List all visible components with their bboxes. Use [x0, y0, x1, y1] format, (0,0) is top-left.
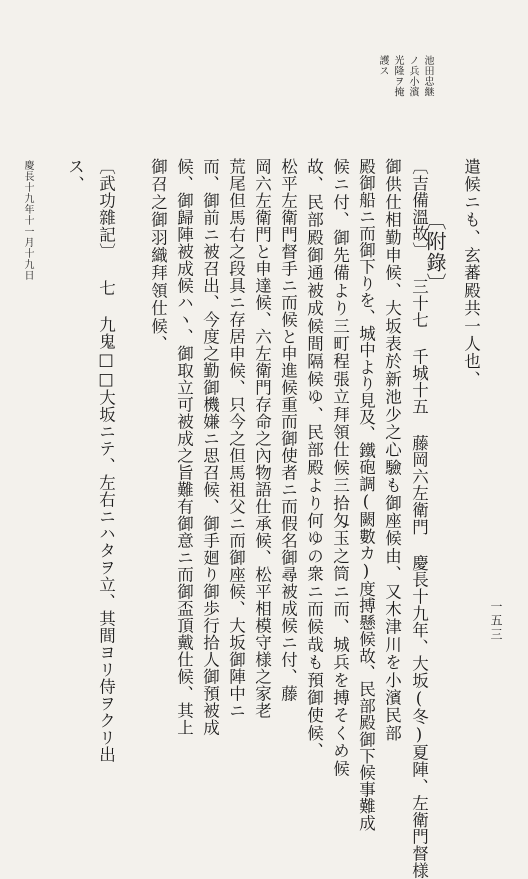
- side-note-line-3: 光隆ヲ掩: [392, 55, 403, 97]
- footer-date: 慶長十九年十一月十九日: [22, 160, 33, 281]
- text-line-7: 故、民部殿御通被成候間隔候ゆ、民部殿より何ゆの衆ニ而候哉も預御使候、: [304, 158, 324, 760]
- side-note-line-1: 池田忠継: [422, 55, 433, 97]
- text-line-8: 松平左衛門督手ニ而候と申進候重而御使者ニ而假名御尋被成候ニ付、藤: [278, 158, 298, 702]
- text-line-12: 候、御歸陣被成候ハヽ、御取立可被成之旨難有御意ニ而御盃頂戴仕候、其上: [174, 158, 194, 736]
- text-line-6: 候ニ付、御先備より三町程張立拜領仕候三拾匁玉之筒ニ而、城兵を搏そくめ候: [330, 158, 350, 778]
- text-line-4: 御供仕相勤申候、大坂表於新池少之心驗も御座候由、又木津川を小濱民部: [382, 158, 402, 743]
- text-line-10: 荒尾但馬右之段具ニ存居申候、只今之但馬祖父ニ而御座候、大坂御陣中ニ: [226, 158, 246, 719]
- text-line-5: 殿御船ニ而御下りを、城中より見及、鐵砲調(闕數カ)度搏懸候故、民部殿御下候事難成: [356, 158, 376, 831]
- text-line-15: ス、: [65, 158, 85, 194]
- text-line-13: 御召之御羽織拜領仕候、: [148, 158, 168, 353]
- appendix-heading: 〔附錄〕: [423, 210, 447, 294]
- side-note-line-2: ノ兵小濱: [407, 55, 418, 97]
- text-line-9: 岡六左衛門と申達候、六左衛門存命之內物語仕承候、松平相模守様之家老: [252, 158, 272, 719]
- side-note-line-4: 護ス: [377, 55, 388, 76]
- text-line-buko-zakki: 〔武功雜記〕 七 九鬼□□大坂ニテ、左右ニハタヲ立、其間ヨリ侍ヲクリ出: [96, 158, 116, 763]
- text-line-kibi-onko: 〔吉備溫故〕 三十七 千城十五 藤岡六左衛門 慶長十九年、大坂(冬)夏陣、左衛門督様: [409, 158, 429, 879]
- text-line-1: 遣候ニも、玄蕃殿共一人也、: [461, 158, 481, 389]
- text-line-11: 而、御前ニ被召出、今度之勤御機嫌ニ思召候、御手廻り御歩行拾人御預被成: [200, 158, 220, 736]
- page-number: 一五三: [489, 600, 503, 642]
